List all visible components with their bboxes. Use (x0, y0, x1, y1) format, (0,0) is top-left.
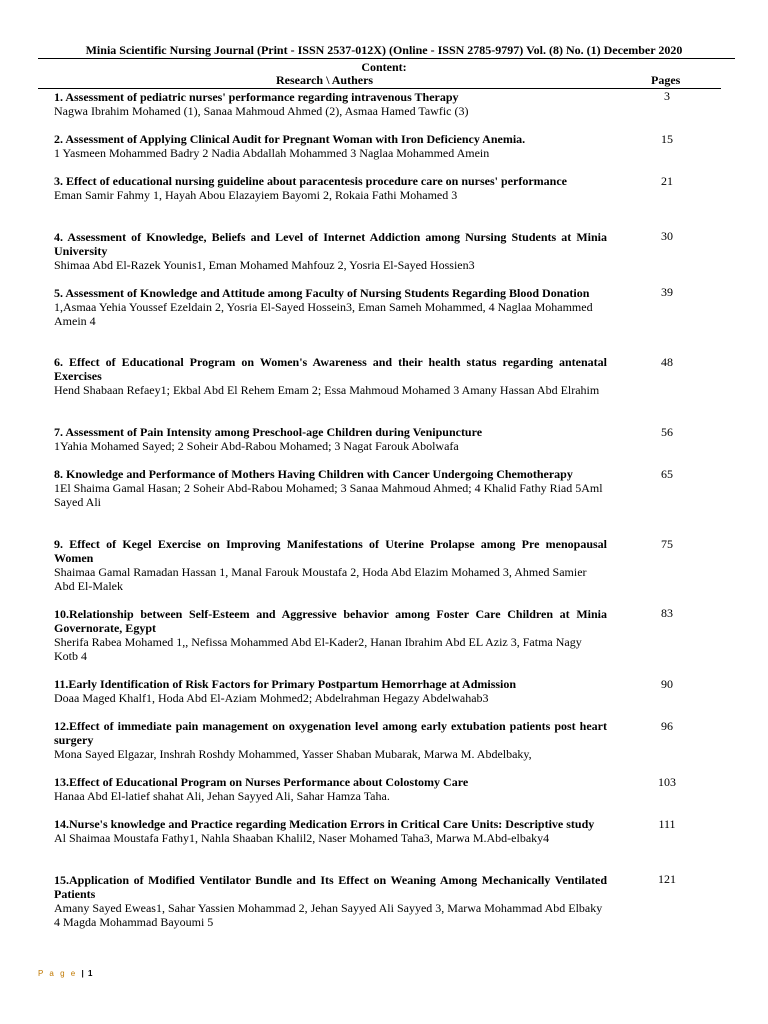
toc-entry (54, 775, 607, 803)
entry-page-number: 111 (658, 817, 676, 831)
entry-authors: 1,Asmaa Yehia Youssef Ezeldain 2, Yosria El-Sayed Hossein3, Eman Sameh Mohammed, 4 Naglaa Mohammed Amein 4 (54, 300, 593, 328)
entry-authors: Nagwa Ibrahim Mohamed (1), Sanaa Mahmoud Ahmed (2), Asmaa Hamed Tawfic (3) (54, 104, 469, 118)
entry-authors: Amany Sayed Eweas1, Sahar Yassien Mohammad 2, Jehan Sayyed Ali Sayyed 3, Marwa Mohammad Abd Elbaky 4 Magda Mohammad Bayoumi 5 (54, 901, 603, 929)
entry-page-number: 65 (661, 467, 673, 481)
entry-title: 1. Assessment of pediatric nurses' performance regarding intravenous Therapy (54, 90, 459, 104)
entry-title: 13.Effect of Educational Program on Nurses Performance about Colostomy Care (54, 775, 469, 789)
entry-title: 4. Assessment of Knowledge, Beliefs and Level of Internet Addiction among Nursing Students at Minia University (54, 230, 607, 258)
entry-page-number: 83 (661, 606, 673, 620)
header-rule (38, 58, 735, 59)
entry-authors: Al Shaimaa Moustafa Fathy1, Nahla Shaaban Khalil2, Naser Mohamed Taha3, Marwa M.Abd-elbaky4 (54, 831, 550, 845)
entry-title: 12.Effect of immediate pain management on oxygenation level among early extubation patients post heart surgery (54, 719, 607, 747)
toc-entry (54, 355, 607, 397)
toc-entry (54, 537, 607, 593)
toc-entry (54, 425, 607, 453)
entry-page-number: 90 (661, 677, 673, 691)
entry-authors: Hend Shabaan Refaey1; Ekbal Abd El Rehem Emam 2; Essa Mahmoud Mohamed 3 Amany Hassan Abd Elrahim (54, 383, 600, 397)
entry-title: 5. Assessment of Knowledge and Attitude among Faculty of Nursing Students Regarding Blood Donation (54, 286, 590, 300)
entry-title: 10.Relationship between Self-Esteem and Aggressive behavior among Foster Care Children at Minia Governorate, Egypt (54, 607, 607, 635)
footer-page-label: P a g e (38, 969, 78, 978)
entry-page-number: 21 (661, 174, 673, 188)
column-header-research: Research \ Authers (276, 73, 374, 87)
toc-entry (54, 174, 607, 202)
toc-entry (54, 607, 607, 663)
entry-authors: Shaimaa Gamal Ramadan Hassan 1, Manal Farouk Moustafa 2, Hoda Abd Elazim Mohamed 3, Ahmed Samier Abd El-Malek (54, 565, 587, 593)
entry-title: 3. Effect of educational nursing guideline about paracentesis procedure care on nurses' performance (54, 174, 567, 188)
toc-entry (54, 286, 607, 328)
entry-title: 14.Nurse's knowledge and Practice regarding Medication Errors in Critical Care Units: Descriptive study (54, 817, 595, 831)
entry-page-number: 3 (664, 89, 670, 103)
entry-authors: 1El Shaima Gamal Hasan; 2 Soheir Abd-Rabou Mohamed; 3 Sanaa Mahmoud Ahmed; 4 Khalid Fathy Riad 5Aml Sayed Ali (54, 481, 603, 509)
entry-authors: Mona Sayed Elgazar, Inshrah Roshdy Mohammed, Yasser Shaban Mubarak, Marwa M. Abdelbaky, (54, 747, 532, 761)
toc-entry (54, 90, 607, 118)
page-footer (38, 969, 92, 978)
entry-page-number: 30 (661, 229, 673, 243)
entry-title: 9. Effect of Kegel Exercise on Improving Manifestations of Uterine Prolapse among Pre menopausal Women (54, 537, 607, 565)
entry-title: 7. Assessment of Pain Intensity among Preschool-age Children during Venipuncture (54, 425, 483, 439)
entry-authors: Sherifa Rabea Mohamed 1,, Nefissa Mohammed Abd El-Kader2, Hanan Ibrahim Abd EL Aziz 3, Fatma Nagy Kotb 4 (54, 635, 582, 663)
entry-authors: 1 Yasmeen Mohammed Badry 2 Nadia Abdallah Mohammed 3 Naglaa Mohammed Amein (54, 146, 490, 160)
entry-page-number: 48 (661, 355, 673, 369)
toc-entry (54, 873, 607, 929)
column-header-pages: Pages (651, 73, 681, 87)
entry-title: 15.Application of Modified Ventilator Bundle and Its Effect on Weaning Among Mechanically Ventilated Patients (54, 873, 607, 901)
toc-entry (54, 132, 607, 160)
entry-title: 2. Assessment of Applying Clinical Audit for Pregnant Woman with Iron Deficiency Anemia. (54, 132, 526, 146)
column-header-rule (38, 88, 721, 89)
footer-page-number-separator: | (81, 969, 84, 978)
entry-page-number: 15 (661, 132, 673, 146)
entry-page-number: 121 (658, 872, 676, 886)
toc-entry (54, 817, 607, 845)
entry-title: 8. Knowledge and Performance of Mothers Having Children with Cancer Undergoing Chemotherapy (54, 467, 573, 481)
entry-authors: Eman Samir Fahmy 1, Hayah Abou Elazayiem Bayomi 2, Rokaia Fathi Mohamed 3 (54, 188, 458, 202)
entry-page-number: 56 (661, 425, 673, 439)
toc-entry (54, 677, 607, 705)
footer-page-number: 1 (87, 969, 93, 978)
toc-entry (54, 467, 607, 509)
entry-page-number: 75 (661, 537, 673, 551)
entry-authors: 1Yahia Mohamed Sayed; 2 Soheir Abd-Rabou Mohamed; 3 Nagat Farouk Abolwafa (54, 439, 459, 453)
entry-title: 6. Effect of Educational Program on Women's Awareness and their health status regarding antenatal Exercises (54, 355, 607, 383)
toc-entry (54, 230, 607, 272)
journal-header: Minia Scientific Nursing Journal (Print - ISSN 2537-012X) (Online - ISSN 2785-9797) Vol. (8) No. (1) December 2020 (85, 43, 683, 57)
entry-authors: Hanaa Abd El-latief shahat Ali, Jehan Sayyed Ali, Sahar Hamza Taha. (54, 789, 390, 803)
contents-label: Content: (361, 60, 407, 74)
entry-authors: Doaa Maged Khalf1, Hoda Abd El-Aziam Mohmed2; Abdelrahman Hegazy Abdelwahab3 (54, 691, 489, 705)
entry-title: 11.Early Identification of Risk Factors for Primary Postpartum Hemorrhage at Admission (54, 677, 517, 691)
toc-entry (54, 719, 607, 761)
entry-page-number: 96 (661, 719, 673, 733)
entry-authors: Shimaa Abd El-Razek Younis1, Eman Mohamed Mahfouz 2, Yosria El-Sayed Hossien3 (54, 258, 475, 272)
entry-page-number: 103 (658, 775, 676, 789)
entry-page-number: 39 (661, 285, 673, 299)
